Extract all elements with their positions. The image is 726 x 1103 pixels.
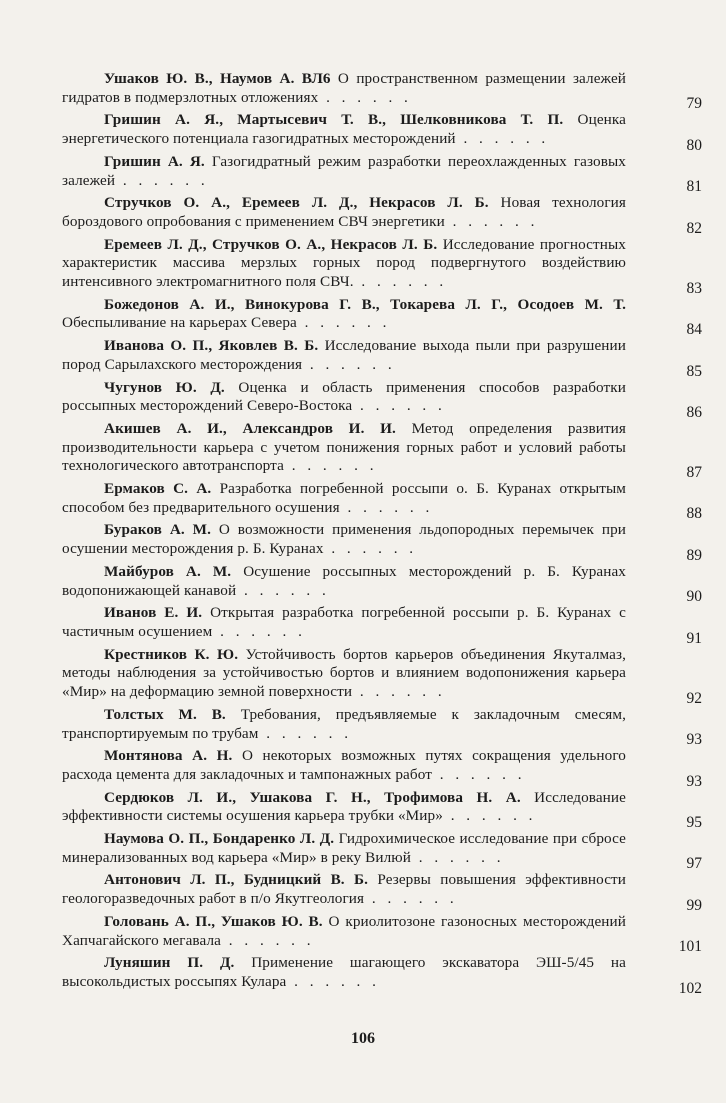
toc-entry-text: [62, 830, 626, 867]
leader-dots: . . . . . .: [115, 171, 209, 189]
toc-title: Исследование выхода пыли при разрушении пород Сарылахского месторождения: [62, 337, 626, 373]
toc-title: Оценка энергетического потенциала газогидратных месторождений: [62, 111, 627, 148]
toc-title: Обеспыливание на карьерах Севера: [62, 314, 297, 332]
toc-page-number: 101: [678, 938, 702, 956]
toc-page-number: 91: [686, 629, 702, 647]
toc-authors: Сердюков Л. И., Ушакова Г. Н., Трофимова Н. А.: [104, 788, 521, 806]
toc-entry: [62, 295, 702, 339]
toc-authors: Ермаков С. А.: [104, 480, 212, 498]
toc-page-number: 81: [686, 178, 702, 196]
toc-title: Гидрохимическое исследование при сбросе минерализованных вод карьера «Мир» в реку Вилюй: [62, 830, 626, 866]
toc-entry: [62, 111, 702, 154]
toc-authors: Еремеев Л. Д., Стручков О. А., Некрасов Л. Б.: [104, 235, 438, 253]
toc-entry: [62, 337, 702, 380]
toc-title: Исследование эффективности системы осушения карьера трубки «Мир»: [62, 788, 626, 825]
toc-title: Резервы повышения эффективности геологоразведочных работ в п/о Якутгеология: [62, 871, 626, 908]
leader-dots: . . . . . .: [352, 683, 446, 701]
toc-page-number: 79: [686, 95, 702, 113]
toc-entry: [62, 871, 702, 914]
leader-dots: . . . . . .: [455, 130, 550, 148]
leader-dots: . . . . . .: [364, 890, 458, 908]
toc-entry-text: [62, 70, 626, 107]
toc-title: Применение шагающего экскаватора ЭШ-5/45 на высокольдистых россыпях Кулара: [62, 954, 626, 990]
toc-page-number: 80: [686, 136, 702, 154]
toc-authors: Гришин А. Я.: [104, 152, 205, 170]
leader-dots: . . . . . .: [236, 581, 330, 599]
toc-authors: Ушаков Ю. В., Наумов А. ВЛ6: [104, 70, 331, 87]
toc-entry-text: [62, 194, 626, 231]
toc-authors: Иванов Е. И.: [104, 604, 203, 622]
leader-dots: . . . . . .: [296, 314, 391, 332]
leader-dots: . . . . . .: [220, 931, 315, 949]
toc-title: Газогидратный режим разработки переохлажденных газовых залежей: [62, 152, 626, 189]
toc-page-number: 89: [686, 546, 702, 564]
toc-title: Оценка и область применения способов разработки россыпных месторождений Северо-Востока: [62, 378, 626, 415]
toc-page-number: 84: [686, 321, 702, 339]
toc-page-number: 93: [686, 731, 702, 749]
leader-dots: . . . . . .: [286, 972, 380, 990]
toc-entry: [62, 747, 702, 790]
leader-dots: . . . . . .: [283, 457, 378, 475]
leader-dots: . . . . . .: [431, 765, 526, 783]
toc-entry-text: [62, 563, 626, 600]
toc-authors: Наумова О. П., Бондаренко Л. Д.: [104, 830, 335, 848]
toc-entry-text: [62, 706, 626, 743]
toc-entry-text: [62, 379, 626, 416]
toc-entry-text: [62, 604, 626, 641]
toc-entry: [62, 378, 702, 421]
toc-title: Разработка погребенной россыпи о. Б. Куранах открытым способом без предварительного осушения: [62, 480, 626, 516]
toc-authors: Крестников К. Ю.: [104, 645, 239, 663]
toc-title: Открытая разработка погребенной россыпи р. Б. Куранах с частичным осушением: [62, 604, 626, 640]
toc-entry: [62, 830, 702, 873]
toc-entry: [62, 912, 702, 956]
toc-entry: [62, 705, 702, 749]
toc-page-number: 90: [686, 588, 702, 606]
toc-entry: [62, 194, 702, 237]
toc-authors: Головань А. П., Ушаков Ю. В.: [104, 912, 323, 930]
toc-page-number: 102: [678, 979, 702, 997]
toc-authors: Бураков А. М.: [104, 521, 211, 539]
toc-page-number: 99: [686, 896, 702, 914]
toc-title: О некоторых возможных путях сокращения удельного расхода цемента для закладочных и тампонажных работ: [62, 747, 626, 783]
toc-entry: [62, 480, 702, 523]
toc-title: Устойчивость бортов карьеров объединения Якуталмаз, методы наблюдения за устойчивостью бортов и влиянием водопонижения карьера «Мир» на деформацию земной поверхности: [62, 645, 626, 701]
toc-entry: [62, 788, 702, 832]
toc-authors: Иванова О. П., Яковлев В. Б.: [104, 337, 319, 355]
toc-title: О пространственном размещении залежей гидратов в подмерзлотных отложениях: [62, 70, 627, 106]
toc-authors: Божедонов А. И., Винокурова Г. В., Токарева Л. Г., Осодоев М. Т.: [104, 295, 626, 313]
toc-title: Исследование прогностных характеристик массива мерзлых горных пород подвергнутого воздействию интенсивного электромагнитного поля СВЧ.: [62, 235, 626, 291]
toc-entry-text: [62, 480, 626, 517]
toc-page-number: 95: [686, 814, 702, 832]
toc-entry: [62, 235, 702, 297]
leader-dots: . . . . . .: [352, 397, 446, 415]
toc-title: Осушение россыпных месторождений р. Б. Куранах водопонижающей канавой: [62, 562, 626, 599]
toc-title: О возможности применения льдопородных перемычек при осушении месторождения р. Б. Куранах: [62, 521, 626, 558]
toc-page-number: 86: [686, 403, 702, 421]
leader-dots: . . . . . .: [442, 807, 537, 825]
toc-entry-text: [62, 420, 626, 476]
toc-authors: Гришин А. Я., Мартысевич Т. В., Шелковникова Т. П.: [104, 111, 564, 129]
toc-page-number: 92: [686, 689, 702, 707]
leader-dots: . . . . . .: [318, 88, 412, 106]
toc-entry-text: [62, 954, 626, 991]
toc-authors: Чугунов Ю. Д.: [104, 378, 225, 396]
leader-dots: . . . . . .: [258, 724, 353, 742]
toc-entry-text: [62, 521, 626, 558]
toc-authors: Толстых М. В.: [104, 705, 226, 723]
toc-page-number: 85: [686, 362, 702, 380]
page-number: 106: [351, 1030, 375, 1047]
toc-entry-text: [62, 153, 626, 190]
toc-authors: Луняшин П. Д.: [104, 954, 235, 972]
toc-authors: Акишев А. И., Александров И. И.: [104, 419, 396, 437]
toc-entry: [62, 521, 702, 564]
toc-entry-text: [62, 913, 626, 950]
leader-dots: . . . . . .: [323, 540, 418, 558]
toc-entry-text: [62, 646, 626, 702]
toc-entry: [62, 562, 702, 606]
toc-entry: [62, 645, 702, 707]
toc-entry-text: [62, 236, 626, 292]
toc-entry: [62, 152, 702, 196]
leader-dots: . . . . . .: [302, 355, 396, 373]
toc-entry: [62, 604, 702, 647]
toc-entry-text: [62, 747, 626, 784]
toc-entry-text: [62, 337, 626, 374]
toc-authors: Стручков О. А., Еремеев Л. Д., Некрасов Л. Б.: [104, 194, 489, 212]
leader-dots: . . . . . .: [339, 498, 434, 516]
toc-page-number: 83: [686, 279, 702, 297]
leader-dots: . . . . . .: [353, 273, 448, 291]
leader-dots: . . . . . .: [444, 212, 539, 230]
toc-page-number: 82: [686, 219, 702, 237]
toc-entry: [62, 70, 702, 113]
toc-entry-text: [62, 296, 626, 333]
toc-authors: Антонович Л. П., Будницкий В. Б.: [104, 871, 369, 889]
toc-authors: Майбуров А. М.: [104, 562, 232, 580]
toc-title: О криолитозоне газоносных месторождений Хапчагайского мегавала: [62, 912, 626, 949]
leader-dots: . . . . . .: [410, 848, 505, 866]
toc-entry-text: [62, 111, 626, 148]
toc-title: Новая технология бороздового опробования с применением СВЧ энергетики: [62, 194, 626, 230]
toc-title: Требования, предъявляемые к закладочным смесям, транспортируемым по трубам: [62, 705, 627, 742]
toc-entry-text: [62, 871, 626, 908]
leader-dots: . . . . . .: [212, 622, 306, 640]
toc-page-number: 97: [686, 855, 702, 873]
toc-entry-text: [62, 789, 626, 826]
table-of-contents: [62, 70, 702, 996]
toc-page-number: 87: [686, 464, 702, 482]
toc-page-number: 88: [686, 505, 702, 523]
toc-page-number: 93: [686, 772, 702, 790]
toc-entry: [62, 419, 702, 482]
toc-entry: [62, 954, 702, 997]
toc-authors: Монтянова А. Н.: [104, 747, 233, 765]
toc-title: Метод определения развития производительности карьера с учетом понижения горных работ и условий работы технологического автотранспорта: [62, 419, 626, 475]
